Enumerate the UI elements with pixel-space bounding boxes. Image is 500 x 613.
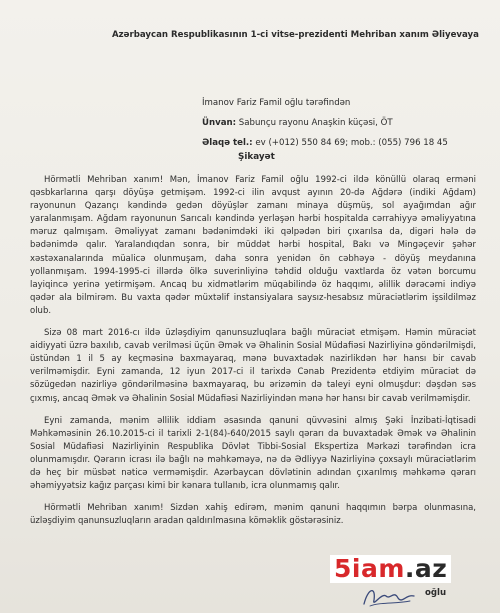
signature-name: oğlu (425, 588, 447, 598)
paragraph-1: Hörmətli Mehriban xanım! Mən, İmanov Fariz Famil oğlu 1992-ci ildə könüllü olaraq erməni qəsbkarlarına qarşı döyüşə getmişəm. 1992-ci ilin avqust ayının 20-də Ağdərə (indiki Ağdam) rayonunun Qazançı kəndində gedən döyüşlər zamanı minaya düşmüş, sol ayağımdan ağır yaralanmışam. Ağdam rayonunun Sarıcalı kəndində yerləşən hərbi hospitalda cərrahiyyə əməliyyatına məruz qalmışam. Əməliyyat zamanı bədənimdəki iki qəlpədən biri çıxarılsa da, digəri hələ də bədənimdə qalır. Yaralandıqdan sonra, bir müddət hərbi hospital, Bakı və Mingəçevir şəhər xəstəxanalarında müalicə olunmuşam, daha sonra yenidən ön cəbhəyə - döyüş meydanına yollanmışam. 1994-1995-ci illərdə ölkə suverinliyinə təhdid olduğu vaxtlarda öz vətən borcumu layiqincə yerinə yetirmişəm. Ancaq bu xidmətlərim müqabilində öz haqqımı, əlillik dərəcəmi indiyə qədər ala bilmirəm. Bu vaxta qədər müxtəlif instansiyalara saysız-hesabsız müraciətlərim işsildilməz olub. (30, 175, 476, 316)
site-watermark-logo (330, 555, 451, 583)
contact-value: ev (+012) 550 84 69; mob.: (055) 796 18 45 (255, 138, 448, 148)
handwritten-signature (360, 582, 420, 610)
sender-address (202, 113, 497, 133)
sender-block (202, 93, 497, 153)
contact-label: Əlaqə tel.: (202, 138, 253, 148)
document-title: Şikayət (238, 152, 275, 162)
watermark-part-2: .az (404, 554, 448, 583)
paragraph-2: Sizə 08 mart 2016-cı ildə üzləşdiyim qanunsuzluqlara bağlı müraciət etmişəm. Həmin müraciət aidiyyati üzrə baxılıb, cavab verilməsi üçün Əmək və Əhalinin Sosial Müdafiəsi Nazirliyinə göndərilmişdi, üstündən 1 il 5 ay keçməsinə baxmayaraq, mənə buvaxtadək nazirlikdən hər hansı bir cavab verilməmişdir. Eyni zamanda, 12 iyun 2017-ci il tarixdə Cənab Prezidentə etdiyim müraciət də sözügedən nazirliyə göndərilməsinə baxmayaraq, bu ərizəmin də taleyi eyni olmuşdur: dəşdən səs çıxmış, ancaq Əmək və Əhalinin Sosial Müdafiəsi Nazirliyindən mənə hər hansı bir cavab verilməmişdir. (30, 328, 476, 404)
addressee-line: Azərbaycan Respublikasının 1-ci vitse-prezidenti Mehriban xanım Əliyevaya (112, 30, 479, 40)
paragraph-4: Hörmətli Mehriban xanım! Sizdən xahiş edirəm, mənim qanuni haqqımın bərpa olunmasına, üzləşdiyim qanunsuzluqların aradan qaldırılmasına köməklik göstərəsiniz. (30, 503, 476, 527)
sender-name: İmanov Fariz Famil oğlu tərəfindən (202, 98, 351, 108)
address-label: Ünvan: (202, 118, 237, 128)
paragraph-3: Eyni zamanda, mənim əllilik iddiam əsasında qanuni qüvvəsini almış Şəki İnzibati-İqtisadi Məhkəməsinin 26.10.2015-ci il tarixli 2-1(84)-640/2015 saylı qərarı da buvaxtadək Əmək və Əhalinin Sosial Müdafiəsi Nazirliyinin Respublika Dövlət Tibbi-Sosial Ekspertiza Mərkəzi tərəfindən icra olunmamışdır. Qərarın icrası ilə bağlı nə məhkəməyə, nə də Ədliyyə Nazirliyinə çoxsaylı müraciətlərim də heç bir müsbət nəticə verməmişdir. Azərbaycan dövlətinin adından çıxarılmış məhkəmə qərarı əhəmiyyətsiz kağız parçası kimi bir kənara tullanıb, icra olunmamış qalır. (30, 415, 476, 492)
sender-contact (202, 133, 497, 153)
address-value: Sabunçu rayonu Anaşkin küçəsi, ÖT (238, 118, 393, 128)
complaint-body (30, 174, 476, 534)
watermark-part-1: 5iam (334, 554, 405, 583)
